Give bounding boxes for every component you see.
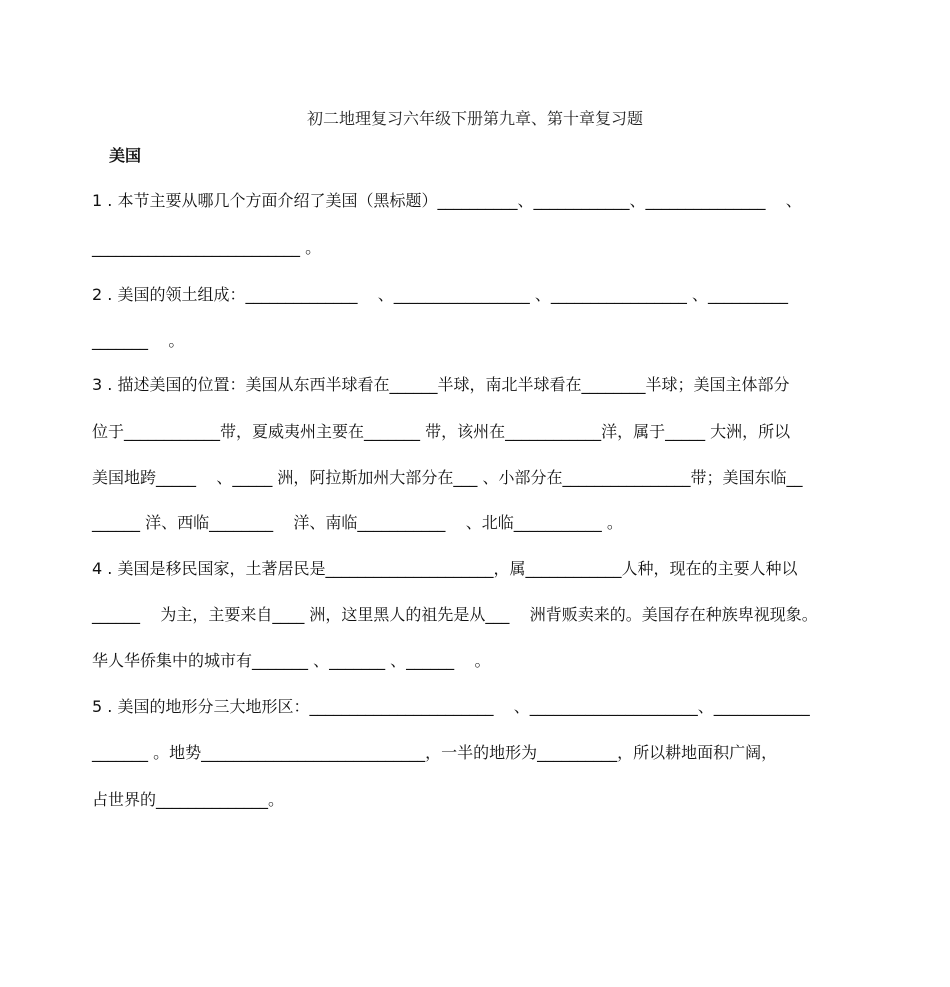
page-title: 初二地理复习六年级下册第九章、第十章复习题 (306, 109, 643, 128)
question-2-line-1: 2 . 美国的领土组成：______________ 、_________________ 、_________________ 、__________ (92, 285, 788, 304)
question-5-line-1: 5 . 美国的地形分三大地形区：_______________________ 、_____________________、____________ (92, 697, 810, 716)
question-4-line-1: 4 . 美国是移民国家，土著居民是_____________________，属____________人种，现在的主要人种以 (92, 559, 798, 578)
question-3-line-3: 美国地跨_____ 、_____ 洲，阿拉斯加州大部分在___ 、小部分在________________带；美国东临__ (92, 468, 803, 487)
question-1-line-1: 1 . 本节主要从哪几个方面介绍了美国（黑标题）__________、____________、_______________ 、 (92, 191, 802, 210)
question-4-line-2: ______ 为主，主要来自____ 洲，这里黑人的祖先是从___ 洲背贩卖来的。美国存在种族卑视现象。 (92, 605, 818, 624)
question-1-line-2: __________________________ 。 (92, 238, 322, 257)
question-5-line-3: 占世界的______________。 (92, 790, 285, 809)
section-heading: 美国 (109, 146, 142, 165)
question-3-line-4: ______ 洋、西临________ 洋、南临___________ 、北临___________ 。 (92, 513, 623, 532)
question-3-line-2: 位于____________带，夏威夷州主要在_______ 带，该州在____________洋，属于_____ 大洲，所以 (92, 422, 791, 441)
question-2-line-2: _______ 。 (92, 331, 185, 350)
question-3-line-1: 3 . 描述美国的位置：美国从东西半球看在______半球，南北半球看在________半球；美国主体部分 (92, 375, 790, 394)
question-5-line-2: _______ 。地势____________________________，一半的地形为__________，所以耕地面积广阔， (92, 743, 778, 762)
question-4-line-3: 华人华侨集中的城市有_______ 、_______ 、______ 。 (92, 651, 491, 670)
